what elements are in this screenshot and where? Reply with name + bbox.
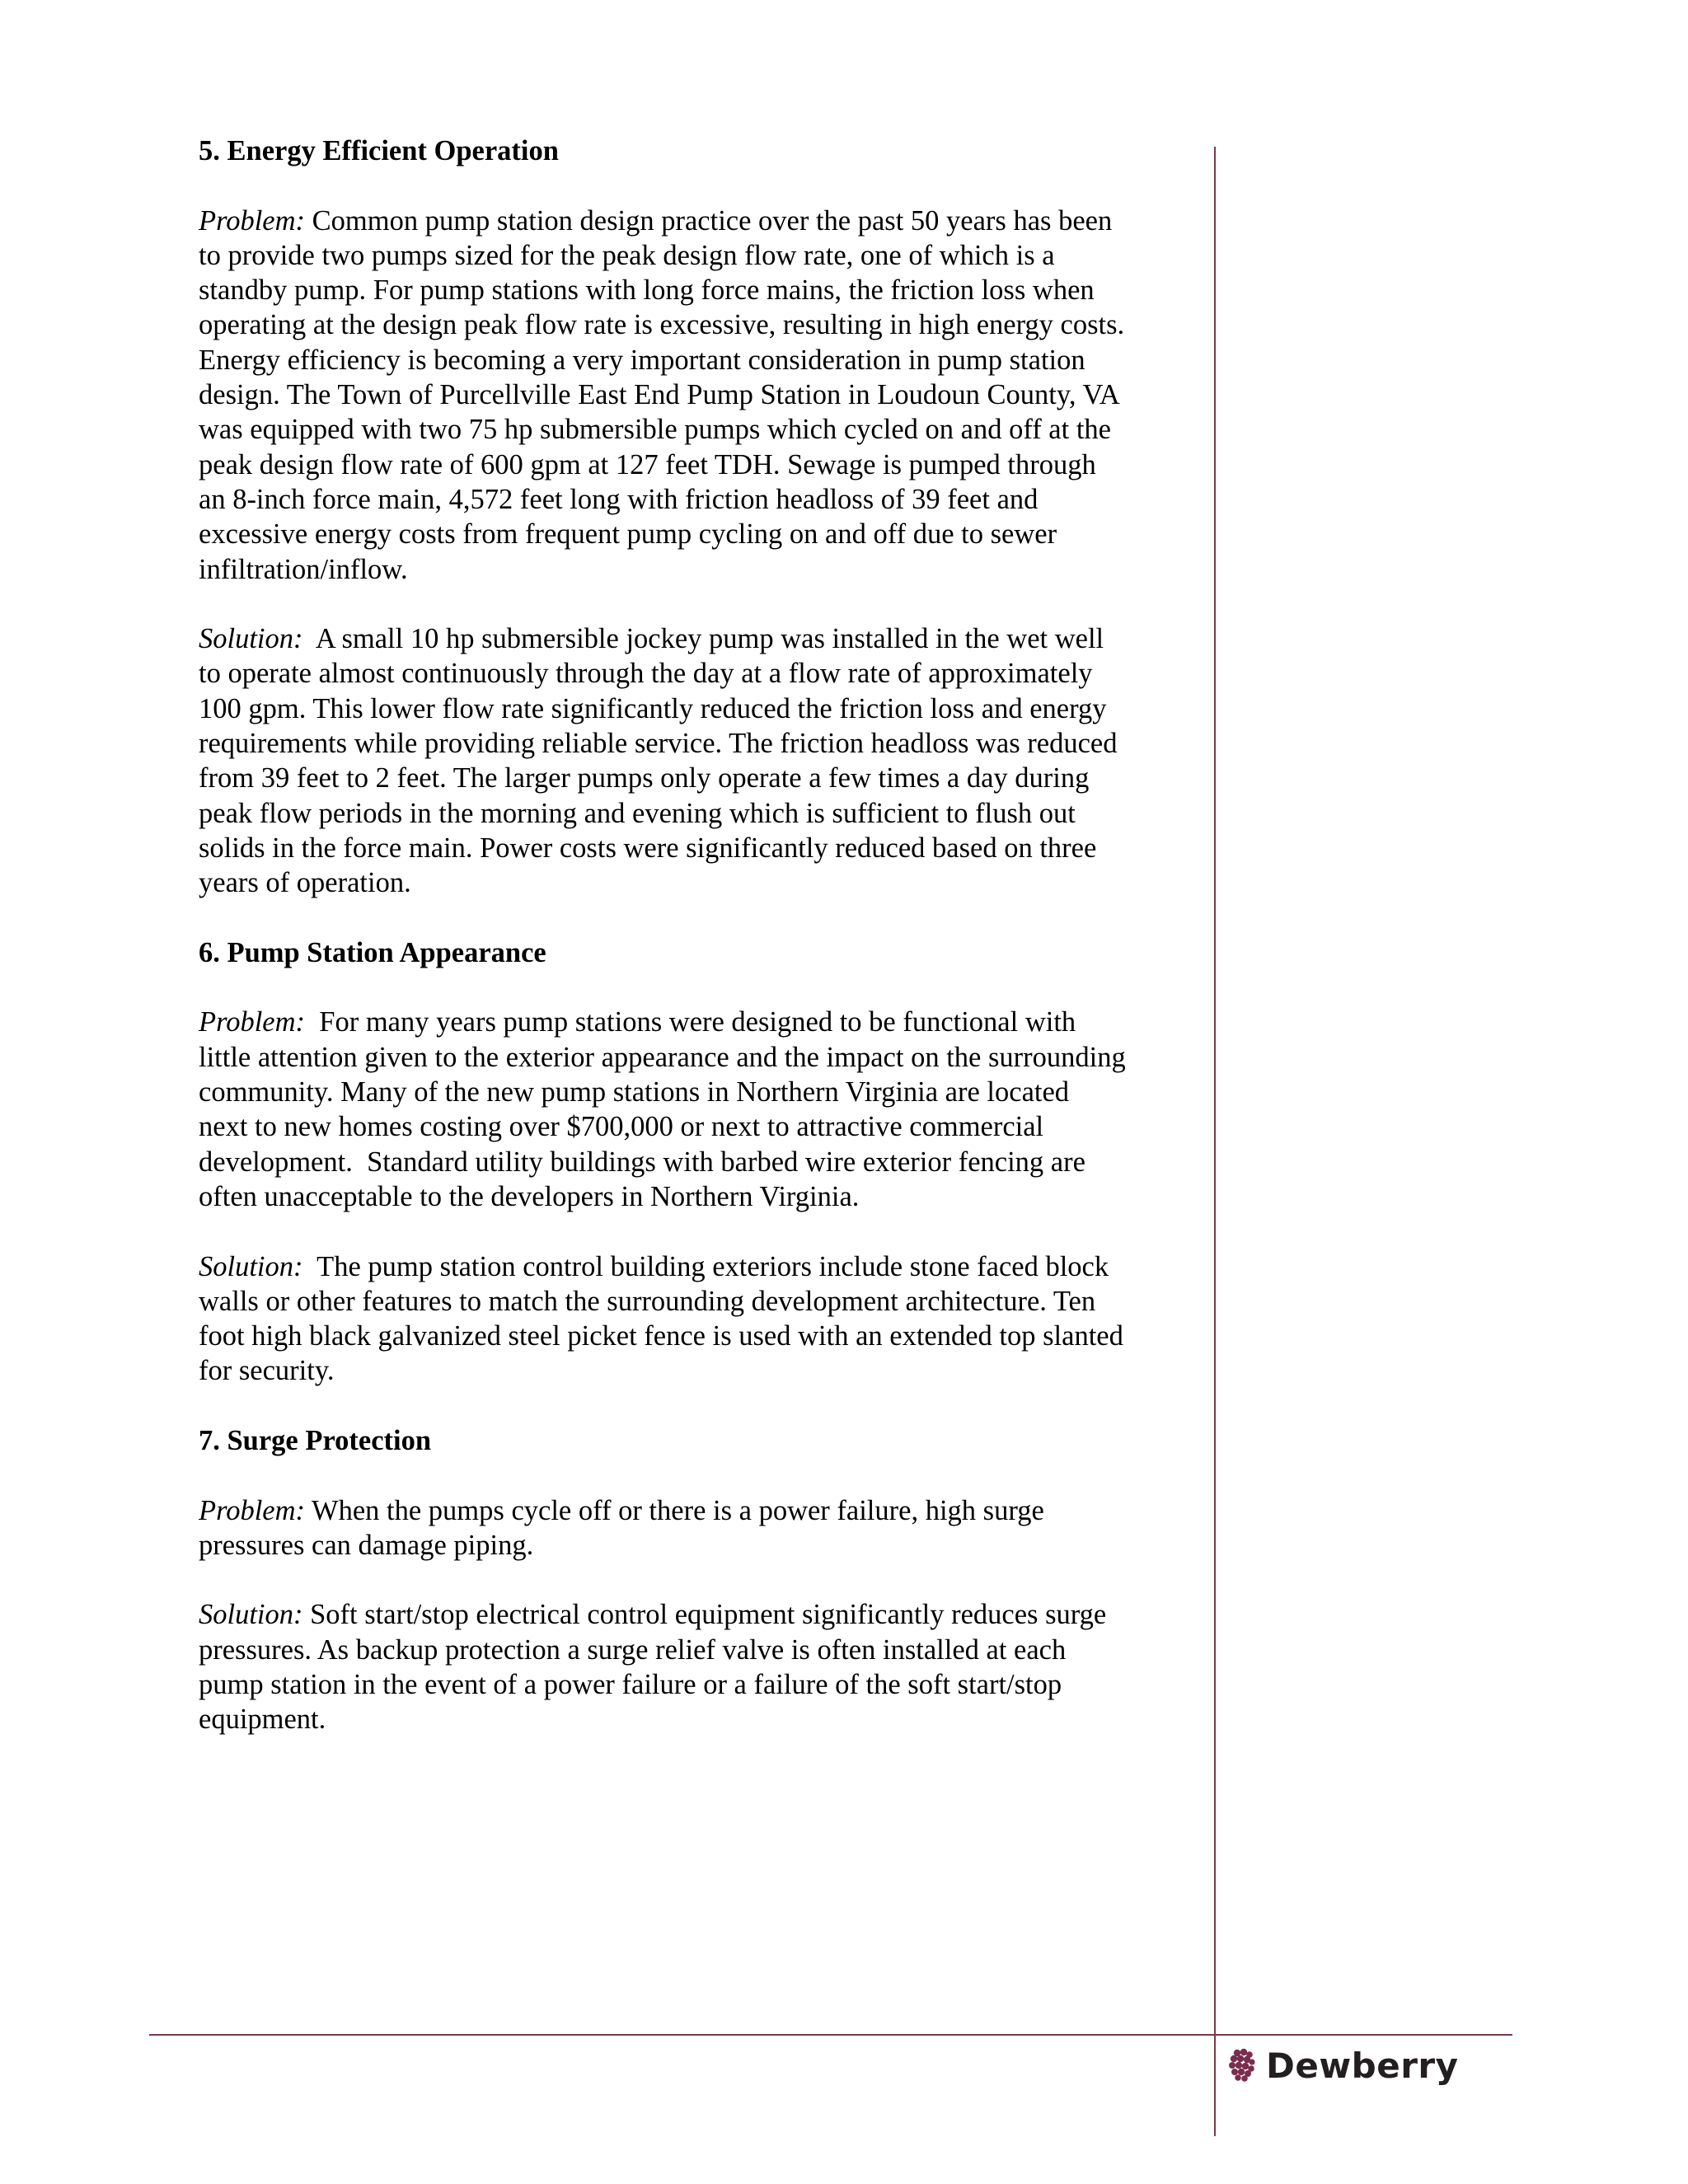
section-surge-protection — [199, 1423, 1200, 1737]
paragraph-line: often unacceptable to the developers in Northern Virginia. — [199, 1180, 860, 1212]
document-body — [199, 134, 1200, 1772]
section-heading: 7. Surge Protection — [199, 1424, 432, 1456]
solution-label: Solution: — [199, 1599, 303, 1631]
section-energy-efficient-operation — [199, 134, 1200, 901]
paragraph-line: operating at the design peak flow rate is excessive, resulting in high energy costs. — [199, 309, 1125, 341]
paragraph-line: solids in the force main. Power costs were significantly reduced based on three — [199, 832, 1097, 864]
paragraph-line: Solution: The pump station control building exteriors include stone faced block — [199, 1250, 1109, 1282]
paragraph-line: equipment. — [199, 1704, 326, 1736]
paragraph-line: an 8-inch force main, 4,572 feet long with friction headloss of 39 feet and — [199, 483, 1039, 515]
paragraph-line: was equipped with two 75 hp submersible pumps which cycled on and off at the — [199, 414, 1111, 446]
paragraph-line: little attention given to the exterior appearance and the impact on the surrounding — [199, 1041, 1126, 1073]
problem-paragraph — [199, 1493, 1200, 1563]
paragraph-line: peak flow periods in the morning and evening which is sufficient to flush out — [199, 797, 1076, 829]
dewberry-logo — [1228, 2042, 1459, 2088]
solution-paragraph — [199, 621, 1200, 900]
paragraph-line: peak design flow rate of 600 gpm at 127 feet TDH. Sewage is pumped through — [199, 448, 1096, 480]
paragraph-line: next to new homes costing over $700,000 or next to attractive commercial — [199, 1111, 1044, 1143]
paragraph-line: foot high black galvanized steel picket fence is used with an extended top slanted — [199, 1320, 1123, 1352]
paragraph-line: Energy efficiency is becoming a very important consideration in pump station — [199, 344, 1085, 376]
problem-label: Problem: — [199, 1006, 306, 1038]
solution-label: Solution: — [199, 1250, 303, 1282]
paragraph-line: Problem: When the pumps cycle off or there is a power failure, high surge — [199, 1494, 1044, 1526]
paragraph-line: infiltration/inflow. — [199, 553, 408, 585]
paragraph-line: for security. — [199, 1355, 335, 1387]
section-heading: 5. Energy Efficient Operation — [199, 135, 559, 166]
paragraph-line: Solution: A small 10 hp submersible jockey pump was installed in the wet well — [199, 623, 1104, 655]
paragraph-line: development. Standard utility buildings with barbed wire exterior fencing are — [199, 1146, 1085, 1178]
logo-wordmark: Dewberry — [1266, 2045, 1459, 2086]
section-pump-station-appearance — [199, 935, 1200, 1389]
raspberry-icon — [1228, 2046, 1256, 2084]
margin-vertical-rule — [1214, 147, 1216, 2136]
problem-label: Problem: — [199, 1494, 306, 1526]
paragraph-line: Solution: Soft start/stop electrical control equipment significantly reduces surge — [199, 1599, 1107, 1631]
problem-paragraph — [199, 204, 1200, 587]
problem-label: Problem: — [199, 204, 306, 237]
solution-paragraph — [199, 1249, 1200, 1389]
paragraph-line: 100 gpm. This lower flow rate significantly reduced the friction loss and energy — [199, 692, 1107, 724]
paragraph-line: community. Many of the new pump stations in Northern Virginia are located — [199, 1076, 1070, 1108]
paragraph-line: to operate almost continuously through the day at a flow rate of approximately — [199, 658, 1093, 690]
paragraph-line: excessive energy costs from frequent pump cycling on and off due to sewer — [199, 518, 1057, 551]
paragraph-line: standby pump. For pump stations with long force mains, the friction loss when — [199, 274, 1095, 307]
solution-label: Solution: — [199, 623, 303, 655]
paragraph-line: Problem: Common pump station design practice over the past 50 years has been — [199, 204, 1113, 237]
paragraph-line: pressures. As backup protection a surge relief valve is often installed at each — [199, 1633, 1067, 1666]
paragraph-line: from 39 feet to 2 feet. The larger pumps only operate a few times a day during — [199, 762, 1090, 794]
paragraph-line: to provide two pumps sized for the peak design flow rate, one of which is a — [199, 239, 1055, 271]
paragraph-line: pressures can damage piping. — [199, 1529, 534, 1561]
problem-paragraph — [199, 1005, 1200, 1214]
paragraph-line: design. The Town of Purcellville East End Pump Station in Loudoun County, VA — [199, 379, 1120, 411]
paragraph-line: walls or other features to match the surrounding development architecture. Ten — [199, 1285, 1096, 1317]
paragraph-line: pump station in the event of a power failure or a failure of the soft start/stop — [199, 1669, 1062, 1701]
solution-paragraph — [199, 1597, 1200, 1736]
paragraph-line: years of operation. — [199, 867, 411, 899]
paragraph-line: Problem: For many years pump stations were designed to be functional with — [199, 1006, 1076, 1038]
section-heading: 6. Pump Station Appearance — [199, 936, 546, 968]
paragraph-line: requirements while providing reliable service. The friction headloss was reduced — [199, 728, 1118, 760]
footer-horizontal-rule — [149, 2034, 1512, 2036]
